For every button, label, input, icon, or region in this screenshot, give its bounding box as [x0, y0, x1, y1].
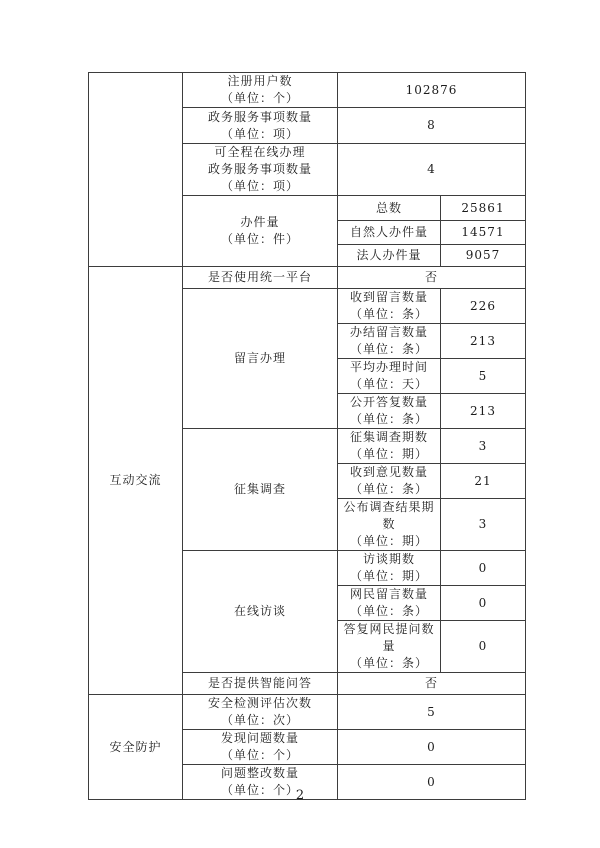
metric-label-cell [183, 73, 338, 108]
metric-unit: （单位：条） [349, 307, 428, 321]
metric-value: 213 [441, 324, 526, 359]
sub-label: 法人办件量 [338, 245, 441, 267]
metric-unit: （单位：条） [349, 412, 428, 426]
metric-unit: （单位：个） [220, 783, 299, 797]
group-label: 留言办理 [183, 289, 338, 429]
category-cell-empty [89, 73, 183, 267]
metric-label-cell [183, 730, 338, 765]
metric-label: 收到意见数量 [349, 465, 428, 479]
metric-value: 4 [338, 144, 526, 196]
metric-label-cell [338, 586, 441, 621]
metric-label-cell [338, 324, 441, 359]
metric-label: 政务服务事项数量 [207, 162, 312, 176]
sub-label: 自然人办件量 [338, 221, 441, 245]
metric-label: 问题整改数量 [220, 766, 299, 780]
metric-label-cell [338, 289, 441, 324]
metric-value: 0 [338, 730, 526, 765]
metric-label: 收到留言数量 [349, 290, 428, 304]
metric-unit: （单位：期） [349, 534, 428, 548]
metric-value: 3 [441, 499, 526, 551]
metric-value: 21 [441, 464, 526, 499]
metric-value: 否 [338, 267, 526, 289]
group-label-cell [183, 196, 338, 267]
metric-unit: （单位：条） [349, 656, 428, 670]
metric-label: 访谈期数 [362, 552, 415, 566]
metric-label: 办结留言数量 [349, 325, 428, 339]
metric-value: 25861 [441, 196, 526, 221]
metric-label-cell [338, 429, 441, 464]
metric-label: 答复网民提问数量 [343, 622, 435, 653]
metric-value: 226 [441, 289, 526, 324]
metric-value: 0 [441, 586, 526, 621]
metric-label-cell [338, 621, 441, 673]
metric-unit: （单位：个） [220, 748, 299, 762]
group-unit: （单位：件） [220, 232, 299, 246]
page-number: 2 [295, 788, 305, 803]
metric-label: 是否使用统一平台 [183, 267, 338, 289]
metric-value: 213 [441, 394, 526, 429]
report-table [88, 72, 526, 800]
metric-label: 公开答复数量 [349, 395, 428, 409]
metric-label-cell [338, 359, 441, 394]
metric-label: 发现问题数量 [220, 731, 299, 745]
metric-label: 可全程在线办理 [214, 145, 306, 159]
metric-unit: （单位：天） [349, 377, 428, 391]
metric-label-cell [338, 464, 441, 499]
metric-unit: （单位：次） [220, 713, 299, 727]
metric-label: 政务服务事项数量 [207, 109, 312, 124]
metric-label: 网民留言数量 [349, 587, 428, 601]
metric-unit: （单位：个） [220, 91, 299, 105]
metric-label: 征集调查期数 [349, 430, 428, 444]
category-cell-security: 安全防护 [89, 695, 183, 800]
metric-label: 是否提供智能问答 [183, 673, 338, 695]
metric-label-cell [338, 551, 441, 586]
sub-label: 总数 [338, 196, 441, 221]
metric-value: 0 [441, 551, 526, 586]
metric-label-cell [183, 108, 338, 144]
metric-label-cell [183, 695, 338, 730]
metric-unit: （单位：项） [220, 179, 299, 193]
metric-value: 5 [338, 695, 526, 730]
metric-value: 8 [338, 108, 526, 144]
group-label: 办件量 [240, 215, 280, 229]
metric-unit: （单位：条） [349, 604, 428, 618]
metric-unit: （单位：条） [349, 482, 428, 496]
metric-value: 5 [441, 359, 526, 394]
metric-unit: （单位：项） [220, 126, 299, 141]
metric-unit: （单位：期） [349, 447, 428, 461]
metric-value: 否 [338, 673, 526, 695]
metric-label-cell [338, 394, 441, 429]
category-cell-interaction: 互动交流 [89, 267, 183, 695]
metric-value: 9057 [441, 245, 526, 267]
metric-label: 安全检测评估次数 [207, 696, 312, 710]
metric-label: 注册用户数 [227, 74, 293, 88]
metric-label: 公布调查结果期数 [343, 500, 435, 531]
metric-label-cell [183, 144, 338, 196]
group-label: 在线访谈 [183, 551, 338, 673]
metric-value: 102876 [338, 73, 526, 108]
metric-label: 平均办理时间 [349, 360, 428, 374]
metric-value: 14571 [441, 221, 526, 245]
metric-value: 0 [441, 621, 526, 673]
metric-unit: （单位：条） [349, 342, 428, 356]
metric-unit: （单位：期） [349, 569, 428, 583]
group-label: 征集调查 [183, 429, 338, 551]
metric-value: 3 [441, 429, 526, 464]
metric-value: 0 [338, 765, 526, 800]
metric-label-cell [338, 499, 441, 551]
